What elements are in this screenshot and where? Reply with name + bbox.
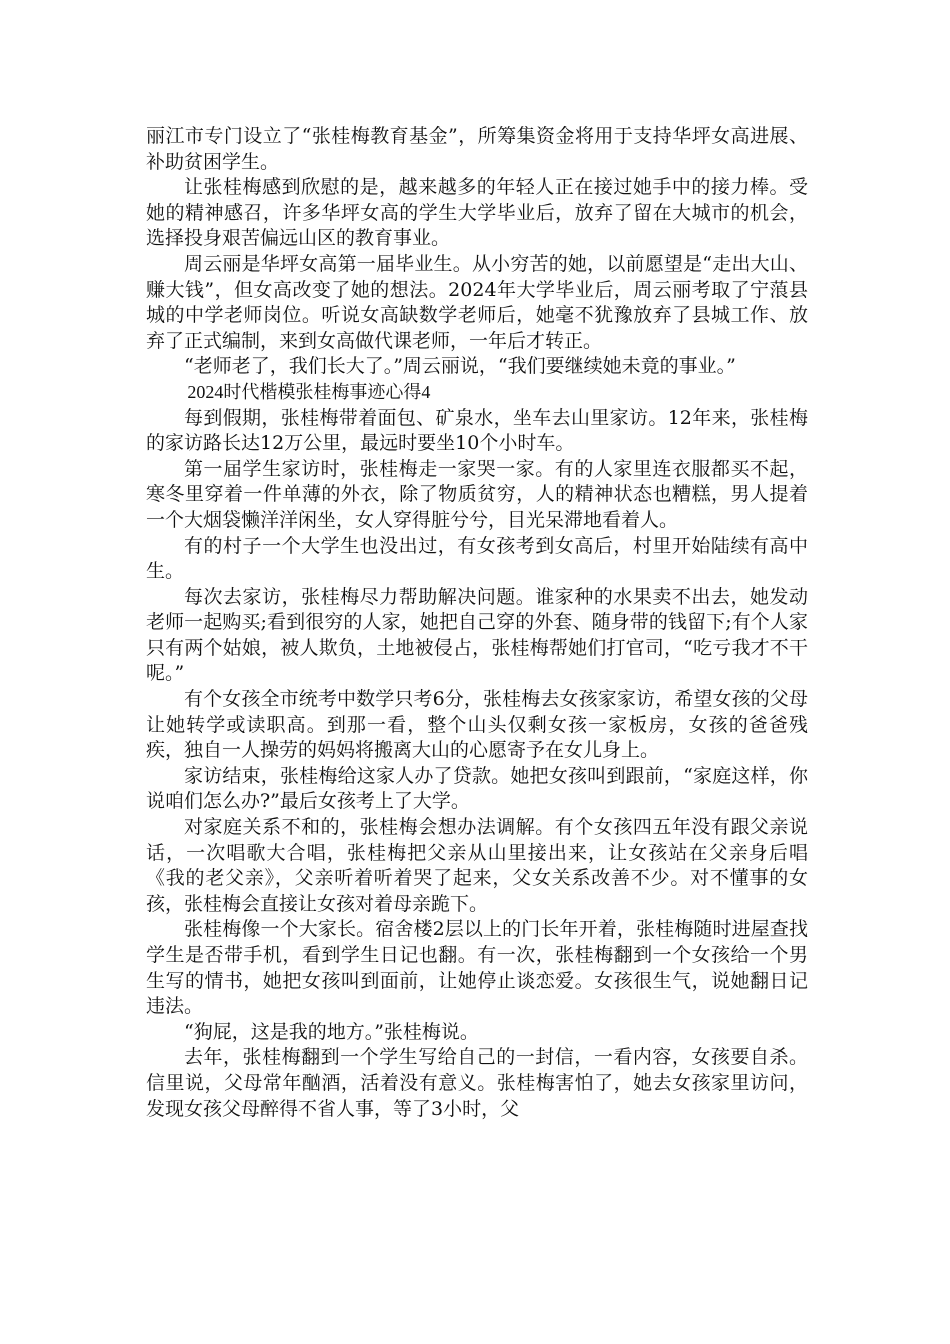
document-body [146, 124, 808, 1122]
paragraph-guardian: 张桂梅像一个大家长。宿舍楼2层以上的门长年开着，张桂梅随时进屋查找学生是否带手机，看到学生日记也翻。有一次，张桂梅翻到一个女孩给一个男生写的情书，她把女孩叫到面前，让她停止谈恋爱。女孩很生气，说她翻日记违法。 [146, 918, 808, 1018]
paragraph-problem-solving: 每次去家访，张桂梅尽力帮助解决问题。谁家种的水果卖不出去，她发动老师一起购买;看到很穷的人家，她把自己穿的外套、随身带的钱留下;有个人家只有两个姑娘，被人欺负，土地被侵占，张桂梅帮她们打官司，“吃亏我才不干呢。” [146, 585, 808, 685]
paragraph-first-class: 第一届学生家访时，张桂梅走一家哭一家。有的人家里连衣服都买不起，寒冬里穿着一件单薄的外衣，除了物质贫穷，人的精神状态也糟糕，男人提着一个大烟袋懒洋洋闲坐，女人穿得脏兮兮，目光呆滞地看着人。 [146, 457, 808, 531]
paragraph-loan: 家访结束，张桂梅给这家人办了贷款。她把女孩叫到跟前，“家庭这样，你说咱们怎么办?”最后女孩考上了大学。 [146, 764, 808, 813]
paragraph-home-visits: 每到假期，张桂梅带着面包、矿泉水，坐车去山里家访。12年来，张桂梅的家访路长达12万公里，最远时要坐10个小时车。 [146, 406, 808, 455]
paragraph-village: 有的村子一个大学生也没出过，有女孩考到女高后，村里开始陆续有高中生。 [146, 534, 808, 583]
paragraph-zhou-yunli: 周云丽是华坪女高第一届毕业生。从小穷苦的她，以前愿望是“走出大山、赚大钱”，但女高改变了她的想法。2024年大学毕业后，周云丽考取了宁蒗县城的中学老师岗位。听说女高缺数学老师后，她毫不犹豫放弃了县城工作、放弃了正式编制，来到女高做代课老师，一年后才转正。 [146, 252, 808, 352]
paragraph-zhou-quote: “老师老了，我们长大了。”周云丽说，“我们要继续她未竟的事业。” [184, 355, 736, 378]
paragraph-family-relations: 对家庭关系不和的，张桂梅会想办法调解。有个女孩四五年没有跟父亲说话，一次唱歌大合唱，张桂梅把父亲从山里接出来，让女孩站在父亲身后唱《我的老父亲》，父亲听着听着哭了起来，父女关系改善不少。对不懂事的女孩，张桂梅会直接让女孩对着母亲跪下。 [146, 816, 808, 915]
paragraph-fund: 丽江市专门设立了“张桂梅教育基金”，所筹集资金将用于支持华坪女高进展、补助贫困学生。 [146, 125, 808, 173]
paragraph-relay: 让张桂梅感到欣慰的是，越来越多的年轻人正在接过她手中的接力棒。受她的精神感召，许多华坪女高的学生大学毕业后，放弃了留在大城市的机会，选择投身艰苦偏远山区的教育事业。 [146, 176, 808, 250]
paragraph-letter: 去年，张桂梅翻到一个学生写给自己的一封信，一看内容，女孩要自杀。信里说，父母常年酗酒，活着没有意义。张桂梅害怕了，她去女孩家里访问，发现女孩父母醉得不省人事，等了3小时，父 [146, 1046, 808, 1120]
paragraph-quote: “狗屁，这是我的地方。”张桂梅说。 [184, 1020, 479, 1043]
section-heading: 2024时代楷模张桂梅事迹心得4 [187, 381, 431, 402]
paragraph-math-score: 有个女孩全市统考中数学只考6分，张桂梅去女孩家家访，希望女孩的父母让她转学或读职高。到那一看，整个山头仅剩女孩一家板房，女孩的爸爸残疾，独自一人操劳的妈妈将搬离大山的心愿寄予在女儿身上。 [146, 688, 808, 762]
